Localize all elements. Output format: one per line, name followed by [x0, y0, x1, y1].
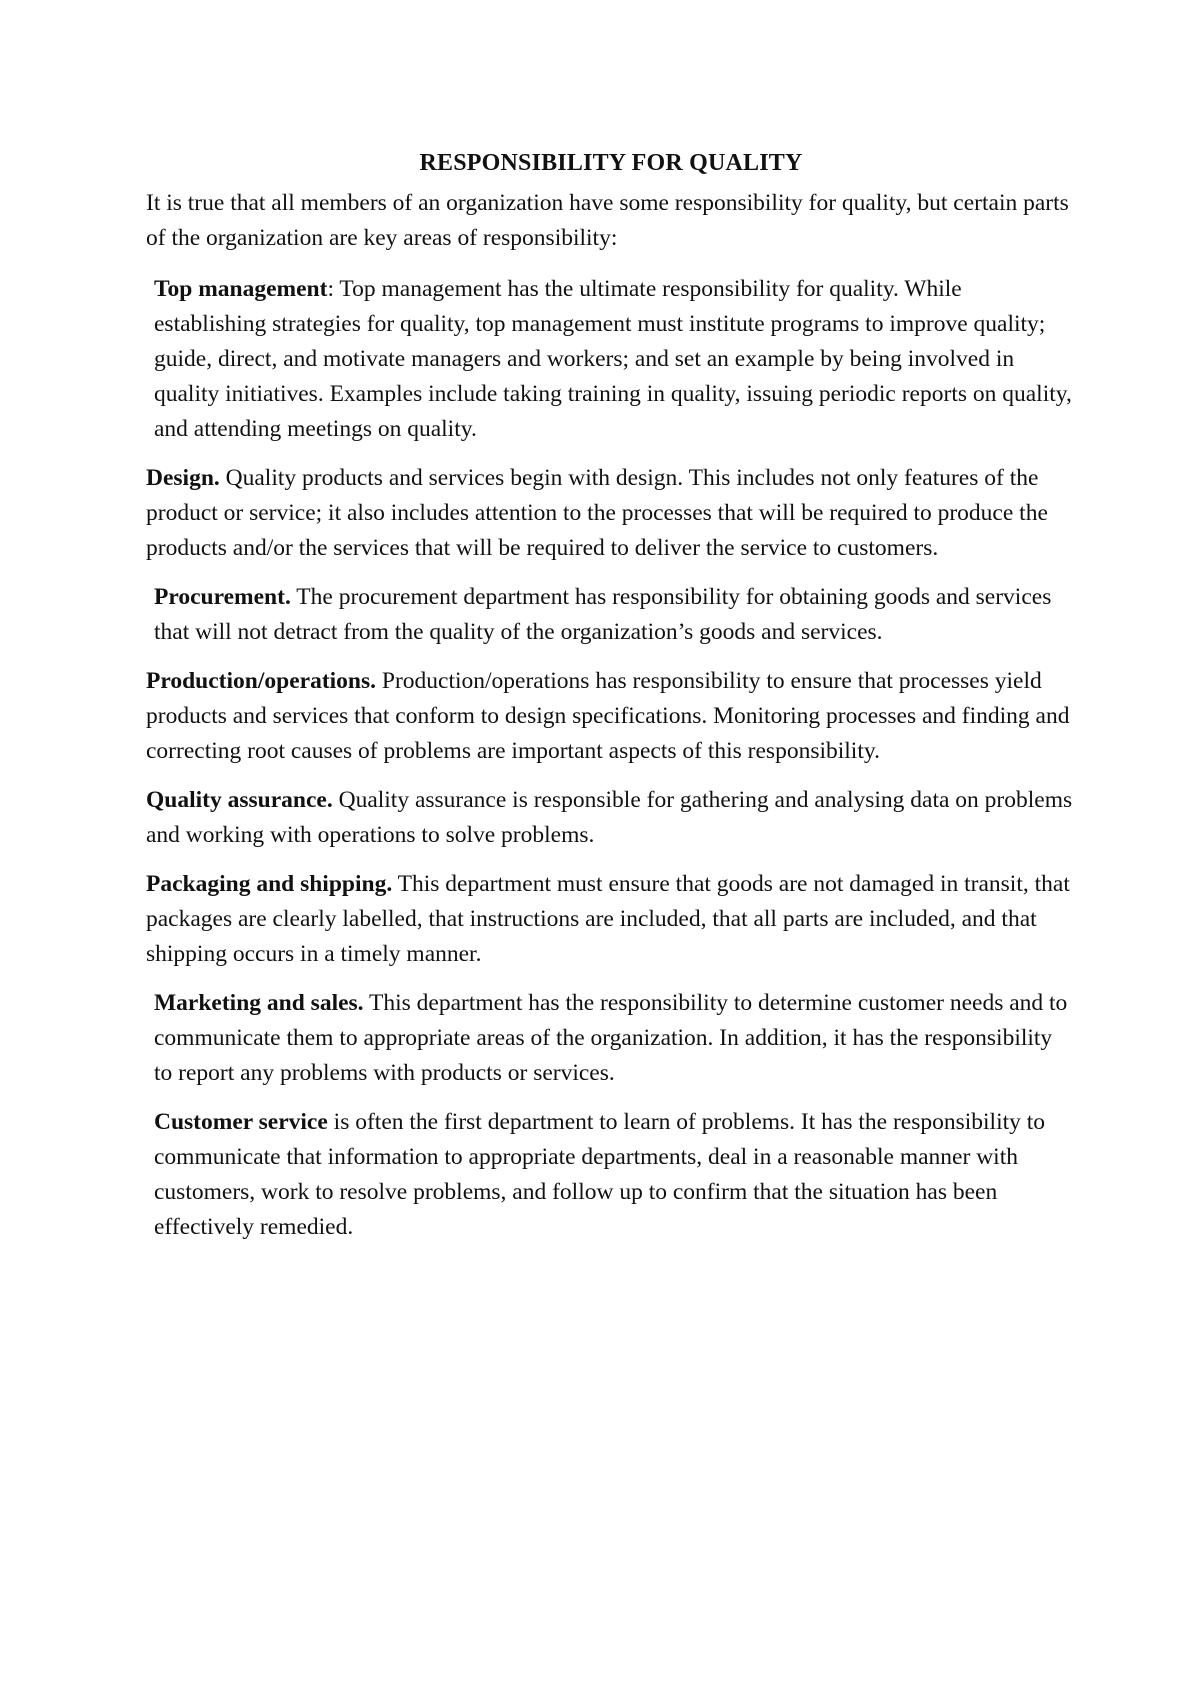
section-text: This department has the responsibility to determine customer needs and to communicate them to appropriate areas of the organization. In addition, it has the responsibility to report any problems with products or services.	[154, 990, 1068, 1086]
section-text: Production/operations has responsibility to ensure that processes yield products and services that conform to design specifications. Monitoring processes and finding and correcting root causes of problems are important aspects of this responsibility.	[146, 668, 1070, 764]
section-term: Customer service	[154, 1109, 328, 1135]
section-packaging-shipping	[146, 867, 1076, 972]
document-title: RESPONSIBILITY FOR QUALITY	[419, 150, 803, 176]
section-top-management	[146, 272, 1076, 447]
section-term: Production/operations.	[146, 668, 377, 694]
section-design	[146, 461, 1076, 566]
section-customer-service	[146, 1105, 1076, 1245]
section-procurement	[146, 580, 1076, 650]
section-text: Quality assurance is responsible for gathering and analysing data on problems and working with operations to solve problems.	[146, 787, 1073, 848]
section-term: Packaging and shipping.	[146, 871, 393, 897]
section-text: Quality products and services begin with design. This includes not only features of the product or service; it also includes attention to the processes that will be required to produce the products and/or the services that will be required to deliver the service to customers.	[146, 465, 1048, 561]
section-quality-assurance	[146, 783, 1076, 853]
section-text: This department must ensure that goods are not damaged in transit, that packages are clearly labelled, that instructions are included, that all parts are included, and that shipping occurs in a timely manner.	[146, 871, 1070, 967]
document-body	[146, 146, 1076, 1259]
section-text: The procurement department has responsibility for obtaining goods and services that will not detract from the quality of the organization’s goods and services.	[154, 584, 1052, 645]
section-marketing-sales	[146, 986, 1076, 1091]
section-term: Quality assurance.	[146, 787, 333, 813]
intro-paragraph: It is true that all members of an organization have some responsibility for quality, but certain parts of the organization are key areas of responsibility:	[146, 190, 1069, 251]
section-text: : Top management has the ultimate responsibility for quality. While establishing strategies for quality, top management must institute programs to improve quality; guide, direct, and motivate managers and workers; and set an example by being involved in quality initiatives. Examples include taking training in quality, issuing periodic reports on quality, and attending meetings on quality.	[154, 276, 1072, 442]
section-term: Marketing and sales.	[154, 990, 364, 1016]
section-term: Design.	[146, 465, 220, 491]
section-term: Procurement.	[154, 584, 291, 610]
section-production-operations	[146, 664, 1076, 769]
section-text: is often the first department to learn of problems. It has the responsibility to communicate that information to appropriate departments, deal in a reasonable manner with customers, work to resolve problems, and follow up to confirm that the situation has been effectively remedied.	[154, 1109, 1046, 1240]
section-term: Top management	[154, 276, 328, 302]
